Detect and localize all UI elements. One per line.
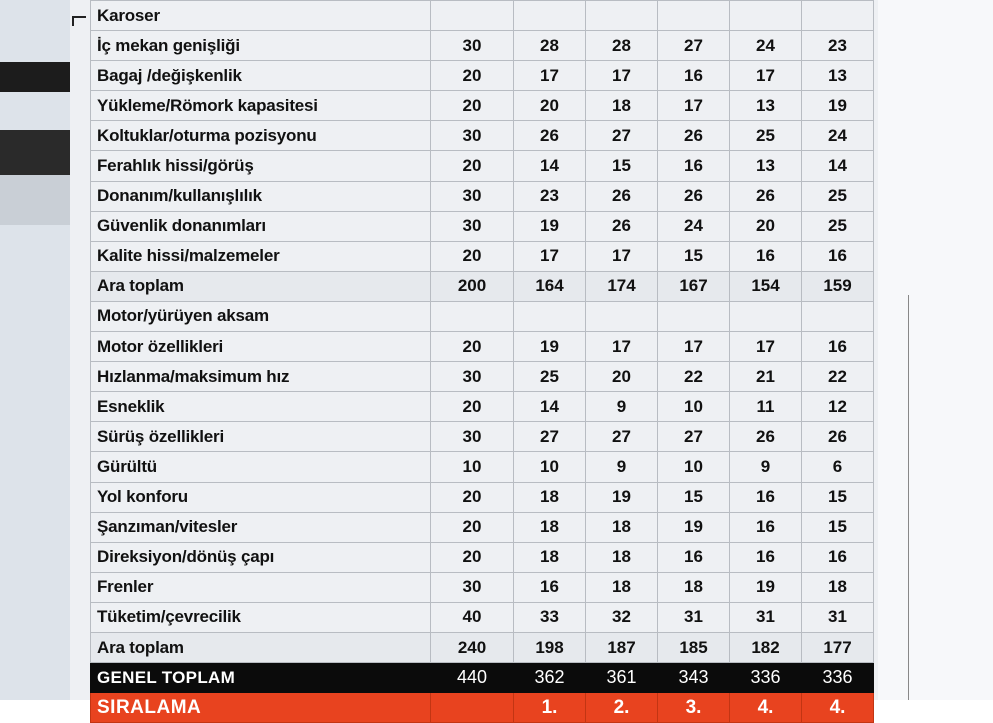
- car-score-cell: 10: [514, 452, 586, 482]
- car-score-cell: 26: [658, 181, 730, 211]
- dark-band: [0, 130, 70, 175]
- car-score-cell: 17: [730, 332, 802, 362]
- table-row-label: Frenler: [91, 572, 431, 602]
- table-row: [91, 31, 874, 61]
- car-score-cell: 18: [802, 572, 874, 602]
- car-score-cell: 19: [730, 572, 802, 602]
- car-score-cell: 2.: [586, 693, 658, 723]
- car-score-cell: 18: [586, 91, 658, 121]
- car-score-cell: 27: [514, 422, 586, 452]
- car-score-cell: 187: [586, 632, 658, 662]
- car-score-cell: 174: [586, 271, 658, 301]
- car-score-cell: 16: [802, 332, 874, 362]
- car-score-cell: 20: [586, 362, 658, 392]
- table-row-label: İç mekan genişliği: [91, 31, 431, 61]
- car-score-cell: 198: [514, 632, 586, 662]
- car-score-cell: 15: [802, 512, 874, 542]
- table-row: [91, 91, 874, 121]
- car-score-cell: 26: [730, 422, 802, 452]
- car-score-cell: 22: [658, 362, 730, 392]
- car-score-cell: 16: [658, 542, 730, 572]
- table-row-label: Kalite hissi/malzemeler: [91, 241, 431, 271]
- table-row: [91, 362, 874, 392]
- empty-cell: [730, 301, 802, 331]
- table-row-label: Hızlanma/maksimum hız: [91, 362, 431, 392]
- car-score-cell: 31: [802, 602, 874, 632]
- car-score-cell: 32: [586, 602, 658, 632]
- car-score-cell: 3.: [658, 693, 730, 723]
- car-score-cell: 16: [514, 572, 586, 602]
- grand-total-row-label: GENEL TOPLAM: [91, 663, 431, 693]
- table-row-label: Esneklik: [91, 392, 431, 422]
- table-row: [91, 572, 874, 602]
- max-score-cell: 30: [431, 362, 514, 392]
- empty-cell: [658, 1, 730, 31]
- table-row-label: Yol konforu: [91, 482, 431, 512]
- car-score-cell: 27: [658, 422, 730, 452]
- car-score-cell: 27: [658, 31, 730, 61]
- car-score-cell: 15: [658, 241, 730, 271]
- max-score-cell: 20: [431, 151, 514, 181]
- table-row: [91, 332, 874, 362]
- table-row: [91, 211, 874, 241]
- corner-mark: [72, 16, 86, 26]
- car-score-cell: 26: [586, 181, 658, 211]
- max-score-cell: 20: [431, 332, 514, 362]
- subtotal-row-label: Ara toplam: [91, 632, 431, 662]
- table-row-label: Yükleme/Römork kapasitesi: [91, 91, 431, 121]
- max-score-cell: 30: [431, 31, 514, 61]
- max-score-cell: 240: [431, 632, 514, 662]
- table-row-label: Koltuklar/oturma pozisyonu: [91, 121, 431, 151]
- car-score-cell: 19: [586, 482, 658, 512]
- car-score-cell: 17: [586, 332, 658, 362]
- car-score-cell: 18: [514, 512, 586, 542]
- car-score-cell: 167: [658, 271, 730, 301]
- car-score-cell: 19: [658, 512, 730, 542]
- car-score-cell: 16: [658, 151, 730, 181]
- car-score-cell: 16: [802, 241, 874, 271]
- empty-cell: [586, 1, 658, 31]
- empty-cell: [730, 1, 802, 31]
- table-row-label: Bagaj /değişkenlik: [91, 61, 431, 91]
- car-score-cell: 17: [730, 61, 802, 91]
- table-row-label: Ferahlık hissi/görüş: [91, 151, 431, 181]
- section-title: Motor/yürüyen aksam: [91, 301, 431, 331]
- car-score-cell: 28: [586, 31, 658, 61]
- max-score-cell: 40: [431, 602, 514, 632]
- car-score-cell: 10: [658, 392, 730, 422]
- car-score-cell: 27: [586, 121, 658, 151]
- table-row: [91, 542, 874, 572]
- max-score-cell: 10: [431, 452, 514, 482]
- max-score-cell: 440: [431, 663, 514, 693]
- car-score-cell: 24: [802, 121, 874, 151]
- car-score-cell: 17: [658, 91, 730, 121]
- car-score-cell: 26: [514, 121, 586, 151]
- subtotal-row-label: Ara toplam: [91, 271, 431, 301]
- table-row: [91, 422, 874, 452]
- car-score-cell: 31: [730, 602, 802, 632]
- car-score-cell: 17: [658, 332, 730, 362]
- car-score-cell: 10: [658, 452, 730, 482]
- left-background-strip: [0, 0, 70, 700]
- car-score-cell: 16: [730, 542, 802, 572]
- car-score-cell: 343: [658, 663, 730, 693]
- car-score-cell: 362: [514, 663, 586, 693]
- score-table: [90, 0, 874, 723]
- car-score-cell: 164: [514, 271, 586, 301]
- car-score-cell: 4.: [730, 693, 802, 723]
- car-score-cell: 26: [730, 181, 802, 211]
- car-score-cell: 28: [514, 31, 586, 61]
- max-score-cell: 20: [431, 91, 514, 121]
- subtotal-row: [91, 271, 874, 301]
- max-score-cell: 30: [431, 211, 514, 241]
- empty-cell: [802, 301, 874, 331]
- max-score-cell: 30: [431, 121, 514, 151]
- max-score-cell: 20: [431, 61, 514, 91]
- car-score-cell: 17: [586, 241, 658, 271]
- max-score-cell: 20: [431, 542, 514, 572]
- car-score-cell: 12: [802, 392, 874, 422]
- car-score-cell: 27: [586, 422, 658, 452]
- car-score-cell: 361: [586, 663, 658, 693]
- car-score-cell: 16: [802, 542, 874, 572]
- table-row-label: Güvenlik donanımları: [91, 211, 431, 241]
- table-row: [91, 392, 874, 422]
- max-score-cell: 20: [431, 482, 514, 512]
- car-score-cell: 18: [514, 542, 586, 572]
- car-score-cell: 19: [514, 332, 586, 362]
- table-row: [91, 121, 874, 151]
- car-score-cell: 182: [730, 632, 802, 662]
- table-row-label: Tüketim/çevrecilik: [91, 602, 431, 632]
- car-score-cell: 17: [514, 241, 586, 271]
- section-header-row: [91, 301, 874, 331]
- car-score-cell: 336: [730, 663, 802, 693]
- car-score-cell: 15: [658, 482, 730, 512]
- car-score-cell: 25: [514, 362, 586, 392]
- empty-cell: [514, 301, 586, 331]
- empty-cell: [431, 1, 514, 31]
- car-score-cell: 154: [730, 271, 802, 301]
- car-score-cell: 31: [658, 602, 730, 632]
- car-score-cell: 1.: [514, 693, 586, 723]
- car-score-cell: 20: [514, 91, 586, 121]
- table-row: [91, 61, 874, 91]
- car-score-cell: 14: [802, 151, 874, 181]
- car-score-cell: 18: [658, 572, 730, 602]
- car-score-cell: 336: [802, 663, 874, 693]
- car-score-cell: 22: [802, 362, 874, 392]
- empty-cell: [431, 301, 514, 331]
- car-score-cell: 13: [802, 61, 874, 91]
- table-row: [91, 452, 874, 482]
- car-score-cell: 33: [514, 602, 586, 632]
- car-score-cell: 14: [514, 151, 586, 181]
- table-row-label: Direksiyon/dönüş çapı: [91, 542, 431, 572]
- car-score-cell: 26: [658, 121, 730, 151]
- car-score-cell: 159: [802, 271, 874, 301]
- car-score-cell: 15: [802, 482, 874, 512]
- car-score-cell: 9: [586, 452, 658, 482]
- empty-cell: [514, 1, 586, 31]
- car-score-cell: 18: [586, 572, 658, 602]
- table-row: [91, 482, 874, 512]
- max-score-cell: 20: [431, 392, 514, 422]
- car-score-cell: 26: [586, 211, 658, 241]
- ranking-row: [91, 693, 874, 723]
- car-score-cell: 16: [730, 241, 802, 271]
- grey-band: [0, 175, 70, 225]
- table-row: [91, 181, 874, 211]
- table-row-label: Gürültü: [91, 452, 431, 482]
- table-row: [91, 241, 874, 271]
- dark-band: [0, 62, 70, 92]
- car-score-cell: 19: [514, 211, 586, 241]
- right-background-strip: [878, 0, 993, 700]
- table-row: [91, 512, 874, 542]
- car-score-cell: 13: [730, 91, 802, 121]
- car-score-cell: 18: [586, 512, 658, 542]
- car-score-cell: 23: [802, 31, 874, 61]
- max-score-cell: 30: [431, 572, 514, 602]
- car-score-cell: 18: [586, 542, 658, 572]
- car-score-cell: 177: [802, 632, 874, 662]
- max-score-cell: 200: [431, 271, 514, 301]
- car-score-cell: 17: [586, 61, 658, 91]
- car-score-cell: 24: [658, 211, 730, 241]
- car-score-cell: 13: [730, 151, 802, 181]
- empty-cell: [658, 301, 730, 331]
- car-score-cell: 185: [658, 632, 730, 662]
- table-row: [91, 602, 874, 632]
- max-score-cell: [431, 693, 514, 723]
- empty-cell: [802, 1, 874, 31]
- max-score-cell: 30: [431, 422, 514, 452]
- car-score-cell: 6: [802, 452, 874, 482]
- car-score-cell: 24: [730, 31, 802, 61]
- grand-total-row: [91, 663, 874, 693]
- car-score-cell: 18: [514, 482, 586, 512]
- subtotal-row: [91, 632, 874, 662]
- car-score-cell: 23: [514, 181, 586, 211]
- car-score-cell: 9: [730, 452, 802, 482]
- divider-line: [908, 295, 909, 700]
- car-score-cell: 9: [586, 392, 658, 422]
- car-score-cell: 25: [802, 211, 874, 241]
- car-score-cell: 25: [730, 121, 802, 151]
- car-score-cell: 16: [658, 61, 730, 91]
- section-title: Karoser: [91, 1, 431, 31]
- table-row-label: Sürüş özellikleri: [91, 422, 431, 452]
- car-score-cell: 17: [514, 61, 586, 91]
- max-score-cell: 20: [431, 512, 514, 542]
- max-score-cell: 30: [431, 181, 514, 211]
- car-score-cell: 26: [802, 422, 874, 452]
- car-score-cell: 16: [730, 482, 802, 512]
- car-score-cell: 25: [802, 181, 874, 211]
- table-row-label: Motor özellikleri: [91, 332, 431, 362]
- table-row: [91, 151, 874, 181]
- table-row-label: Şanzıman/vitesler: [91, 512, 431, 542]
- car-score-cell: 14: [514, 392, 586, 422]
- car-score-cell: 20: [730, 211, 802, 241]
- ranking-row-label: SIRALAMA: [91, 693, 431, 723]
- car-score-cell: 19: [802, 91, 874, 121]
- table-row-label: Donanım/kullanışlılık: [91, 181, 431, 211]
- car-score-cell: 11: [730, 392, 802, 422]
- car-score-cell: 16: [730, 512, 802, 542]
- car-score-cell: 15: [586, 151, 658, 181]
- car-score-cell: 21: [730, 362, 802, 392]
- car-score-cell: 4.: [802, 693, 874, 723]
- max-score-cell: 20: [431, 241, 514, 271]
- empty-cell: [586, 301, 658, 331]
- score-table-body: [91, 1, 874, 723]
- section-header-row: [91, 1, 874, 31]
